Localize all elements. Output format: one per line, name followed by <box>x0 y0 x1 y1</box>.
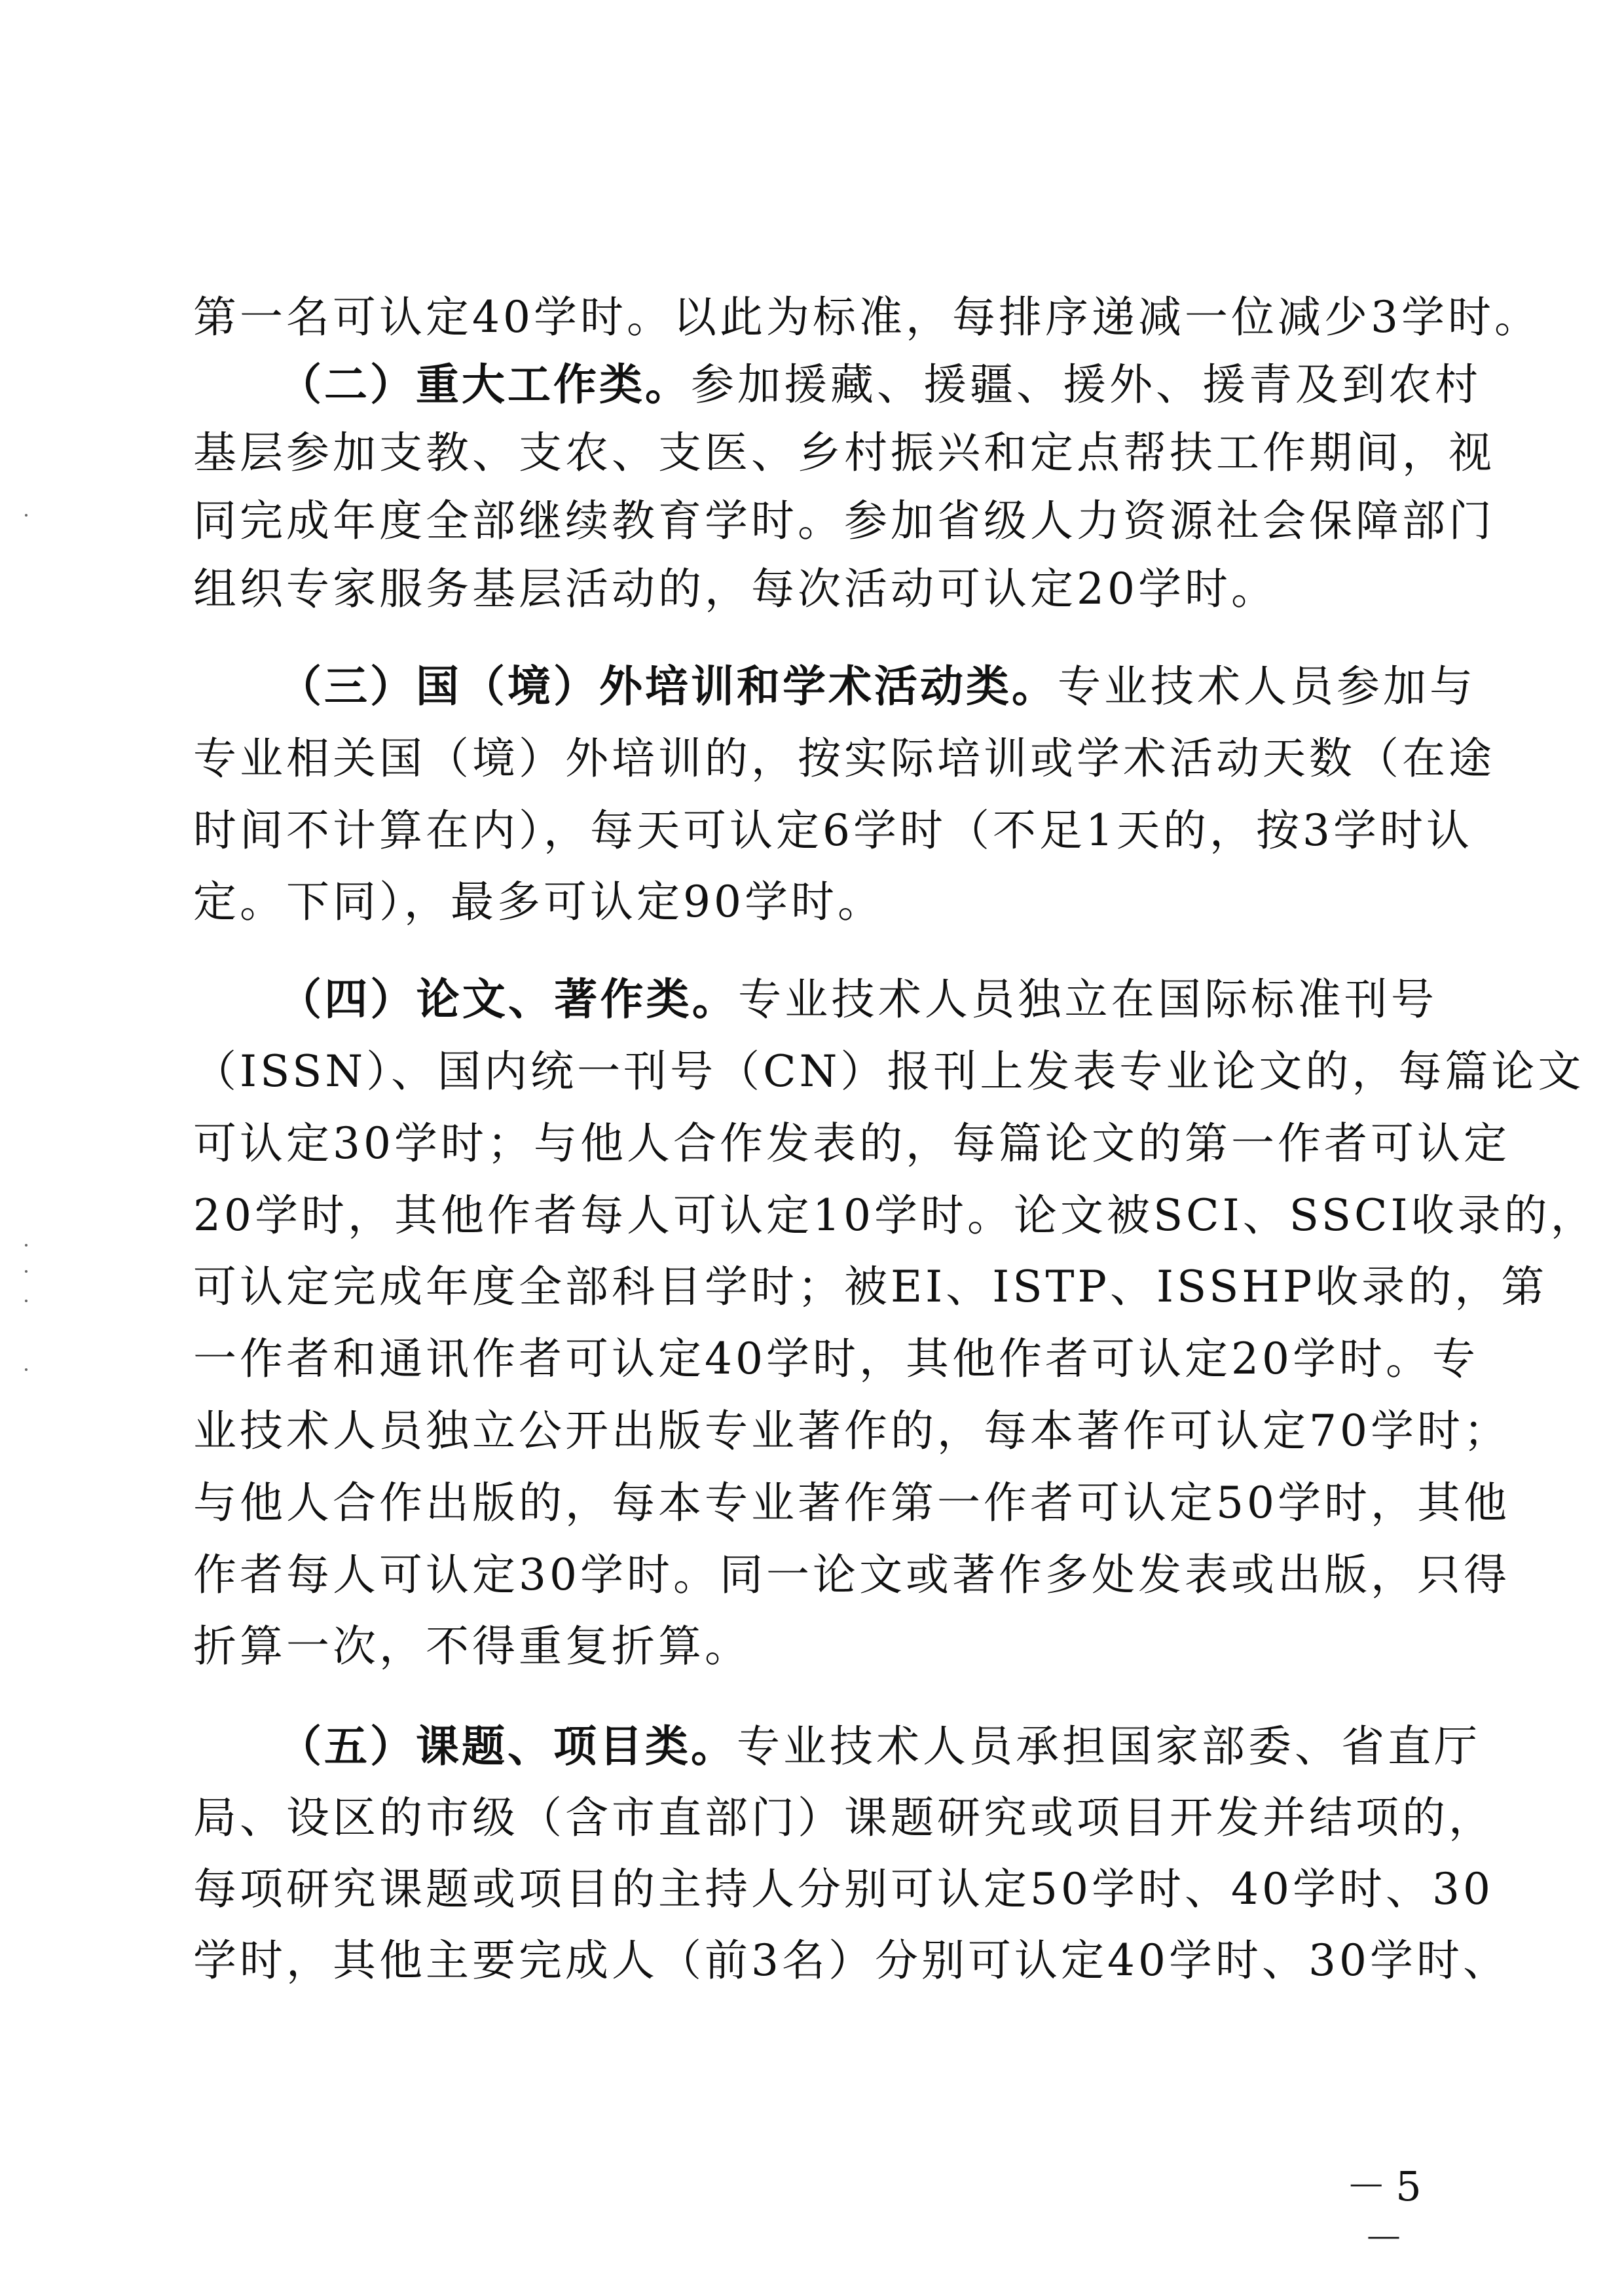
section-heading: （三）国（境）外培训和学术活动类。 <box>278 661 1058 712</box>
section-heading-line: （五）课题、项目类。专业技术人员承担国家部委、省直厅 <box>278 1721 1481 1772</box>
body-line: 学时，其他主要完成人（前3名）分别可认定40学时、30学时、 <box>193 1935 1509 1986</box>
body-line: 每项研究课题或项目的主持人分别可认定50学时、40学时、30 <box>193 1864 1494 1914</box>
body-line: 基层参加支教、支农、支医、乡村振兴和定点帮扶工作期间，视 <box>193 428 1495 478</box>
body-line: 定。下同），最多可认定90学时。 <box>193 877 884 927</box>
body-line: 可认定30学时；与他人合作发表的，每篇论文的第一作者可认定 <box>193 1118 1510 1169</box>
body-line: 同完成年度全部继续教育学时。参加省级人力资源社会保障部门 <box>193 496 1495 546</box>
body-line: 第一名可认定40学时。以此为标准，每排序递减一位减少3学时。 <box>193 292 1541 342</box>
scan-speck <box>25 514 28 517</box>
body-line: 一作者和通讯作者可认定40学时，其他作者可认定20学时。专 <box>193 1334 1479 1384</box>
body-line: 20学时，其他作者每人可认定10学时。论文被SCI、SSCI收录的， <box>193 1190 1597 1241</box>
body-line: 组织专家服务基层活动的，每次活动可认定20学时。 <box>193 564 1278 614</box>
scan-speck <box>25 1300 28 1302</box>
body-line: 时间不计算在内），每天可认定6学时（不足1天的，按3学时认 <box>193 805 1473 856</box>
body-line: 可认定完成年度全部科目学时；被EI、ISTP、ISSHP收录的，第 <box>193 1262 1548 1312</box>
body-line: 折算一次，不得重复折算。 <box>193 1621 751 1671</box>
body-line: 业技术人员独立公开出版专业著作的，每本著作可认定70学时； <box>193 1406 1510 1456</box>
page-number: －5－ <box>1346 2162 1431 2263</box>
body-line: 作者每人可认定30学时。同一论文或著作多处发表或出版，只得 <box>193 1550 1510 1600</box>
scan-speck <box>25 1368 28 1371</box>
body-line: （ISSN）、国内统一刊号（CN）报刊上发表专业论文的，每篇论文 <box>193 1046 1585 1097</box>
scan-speck <box>25 1270 28 1273</box>
section-heading: （五）课题、项目类。 <box>278 1721 737 1772</box>
body-line: 专业相关国（境）外培训的，按实际培训或学术活动天数（在途 <box>193 733 1495 784</box>
section-heading: （二）重大工作类。 <box>278 359 691 410</box>
section-heading-line: （三）国（境）外培训和学术活动类。专业技术人员参加与 <box>278 661 1476 712</box>
section-heading: （四）论文、著作类。 <box>278 974 739 1025</box>
section-heading-line: （四）论文、著作类。专业技术人员独立在国际标准刊号 <box>278 974 1438 1025</box>
section-heading-line: （二）重大工作类。参加援藏、援疆、援外、援青及到农村 <box>278 359 1481 410</box>
body-line: 与他人合作出版的，每本专业著作第一作者可认定50学时，其他 <box>193 1478 1510 1528</box>
scan-speck <box>25 1244 28 1247</box>
body-line: 局、设区的市级（含市直部门）课题研究或项目开发并结项的， <box>193 1793 1495 1843</box>
